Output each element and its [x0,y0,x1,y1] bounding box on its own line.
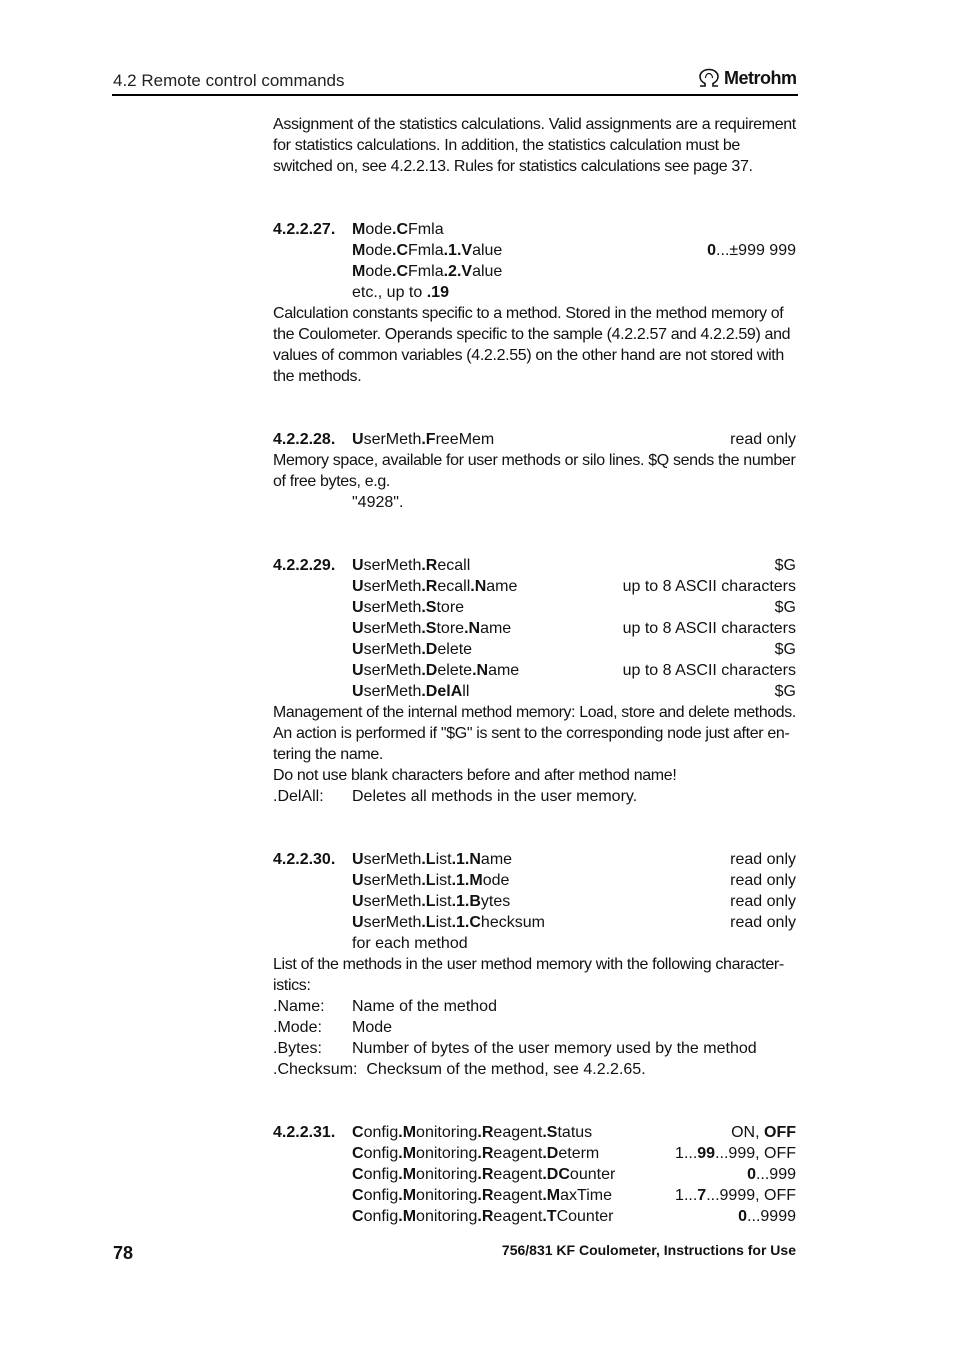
command-access: read only [730,431,796,448]
command-row [273,1164,796,1185]
command-row [273,1206,796,1227]
text-line: istics: [273,977,311,994]
command-name: UserMeth.List.1.Name [352,851,513,868]
command-row [273,870,796,891]
command-value: $G [774,683,796,700]
text-line: for statistics calculations. In addition, the statistics calculation must be [273,137,740,154]
command-range: 0...±999 999 [707,242,796,259]
command-value: up to 8 ASCII characters [622,620,796,637]
page-number: 78 [113,1243,134,1263]
command-row [273,891,796,912]
text-line: Do not use blank characters before and after method name! [273,767,677,784]
command-row [273,1143,796,1164]
text-line: values of common variables (4.2.2.55) on the other hand are not stored with [273,347,784,364]
command-name: UserMeth.Store.Name [352,620,512,637]
example-value: "4928". [352,494,404,511]
text-line: switched on, see 4.2.2.13. Rules for statistics calculations see page 37. [273,158,753,175]
text-line: List of the methods in the user method memory with the following character- [273,956,784,973]
definition-text: Deletes all methods in the user memory. [352,788,638,805]
command-row [273,849,796,870]
section-number: 4.2.2.28. [273,431,336,448]
definition-label: .DelAll: [273,788,324,805]
command-value: read only [730,851,796,868]
command-note: for each method [352,935,468,952]
command-name: UserMeth.Delete.Name [352,662,520,679]
text-line: of free bytes, e.g. [273,473,390,490]
command-value: up to 8 ASCII characters [622,662,796,679]
command-value: $G [774,599,796,616]
footer-document-title: 756/831 KF Coulometer, Instructions for Use [501,1242,796,1258]
command-name: UserMeth.Store [352,599,465,616]
command-name: Config.Monitoring.Reagent.DCounter [352,1166,616,1183]
definition-text: Mode [352,1019,393,1036]
command-value: read only [730,872,796,889]
section-4-2-2-30-text [273,933,796,1080]
command-name: Config.Monitoring.Reagent.MaxTime [352,1187,612,1204]
text-line: tering the name. [273,746,384,763]
section-4-2-2-29 [273,555,796,702]
command-name: UserMeth.List.1.Mode [352,872,510,889]
definition-label: .Name: [273,998,325,1015]
command-name: UserMeth.FreeMem [352,431,495,448]
text-line: Calculation constants specific to a method. Stored in the method memory of [273,305,784,322]
command-name: Config.Monitoring.Reagent.TCounter [352,1208,614,1225]
text-line: Assignment of the statistics calculations. Valid assignments are a requirement [273,116,796,133]
command-row [273,1122,796,1143]
command-name: UserMeth.List.1.Checksum [352,914,545,931]
command-name: Mode.CFmla.2.Value [352,263,503,280]
section-4-2-2-31 [273,1122,796,1227]
text-line: the Coulometer. Operands specific to the sample (4.2.2.57 and 4.2.2.59) and [273,326,791,343]
command-value: $G [774,557,796,574]
command-row [273,555,796,576]
page-body [273,114,796,1227]
definition-text: Number of bytes of the user memory used by the method [352,1040,757,1057]
definition-label: .Bytes: [273,1040,322,1057]
command-value: 0...999 [747,1166,796,1183]
running-header-section: 4.2 Remote control commands [113,71,345,90]
text-line: Memory space, available for user methods or silo lines. $Q sends the number [273,452,796,469]
header-rule [112,94,798,96]
text-line: Management of the internal method memory: Load, store and delete methods. [273,704,796,721]
command-row [273,660,796,681]
command-value: read only [730,914,796,931]
command-value: read only [730,893,796,910]
section-number: 4.2.2.29. [273,557,336,574]
section-number: 4.2.2.27. [273,221,336,238]
brand-logo [697,67,797,89]
command-row [273,618,796,639]
command-name: UserMeth.Recall.Name [352,578,518,595]
omega-icon [697,68,721,88]
command-row [273,639,796,660]
section-4-2-2-29-text [273,702,796,807]
brand-name: Metrohm [724,67,797,88]
definition-text: Name of the method [352,998,497,1015]
text-line: the methods. [273,368,362,385]
command-name: Config.Monitoring.Reagent.Status [352,1124,593,1141]
command-row [273,597,796,618]
command-value: ON, OFF [731,1124,796,1141]
command-name: UserMeth.Delete [352,641,473,658]
command-row [273,1185,796,1206]
command-name: Config.Monitoring.Reagent.Determ [352,1145,600,1162]
command-name: Mode.CFmla [352,221,444,238]
command-row [273,681,796,702]
section-number: 4.2.2.30. [273,851,336,868]
command-value: 1...99...999, OFF [675,1145,796,1162]
section-4-2-2-28 [273,429,796,513]
section-4-2-2-27 [273,219,796,387]
command-value: up to 8 ASCII characters [622,578,796,595]
command-value: 1...7...9999, OFF [675,1187,796,1204]
section-4-2-2-30 [273,849,796,933]
text-line: An action is performed if "$G" is sent to the corresponding node just after en- [273,725,790,742]
command-name: UserMeth.Recall [352,557,471,574]
command-note: etc., up to .19 [352,284,449,301]
command-row [273,576,796,597]
command-row [273,912,796,933]
section-number: 4.2.2.31. [273,1124,336,1141]
definition-label: .Mode: [273,1019,322,1036]
command-value: 0...9999 [738,1208,796,1225]
command-name: UserMeth.List.1.Bytes [352,893,511,910]
command-value: $G [774,641,796,658]
intro-paragraph [273,114,796,177]
definition-checksum: .Checksum: Checksum of the method, see 4.2.2.65. [273,1061,646,1078]
command-name: Mode.CFmla.1.Value [352,242,503,259]
command-name: UserMeth.DelAll [352,683,470,700]
